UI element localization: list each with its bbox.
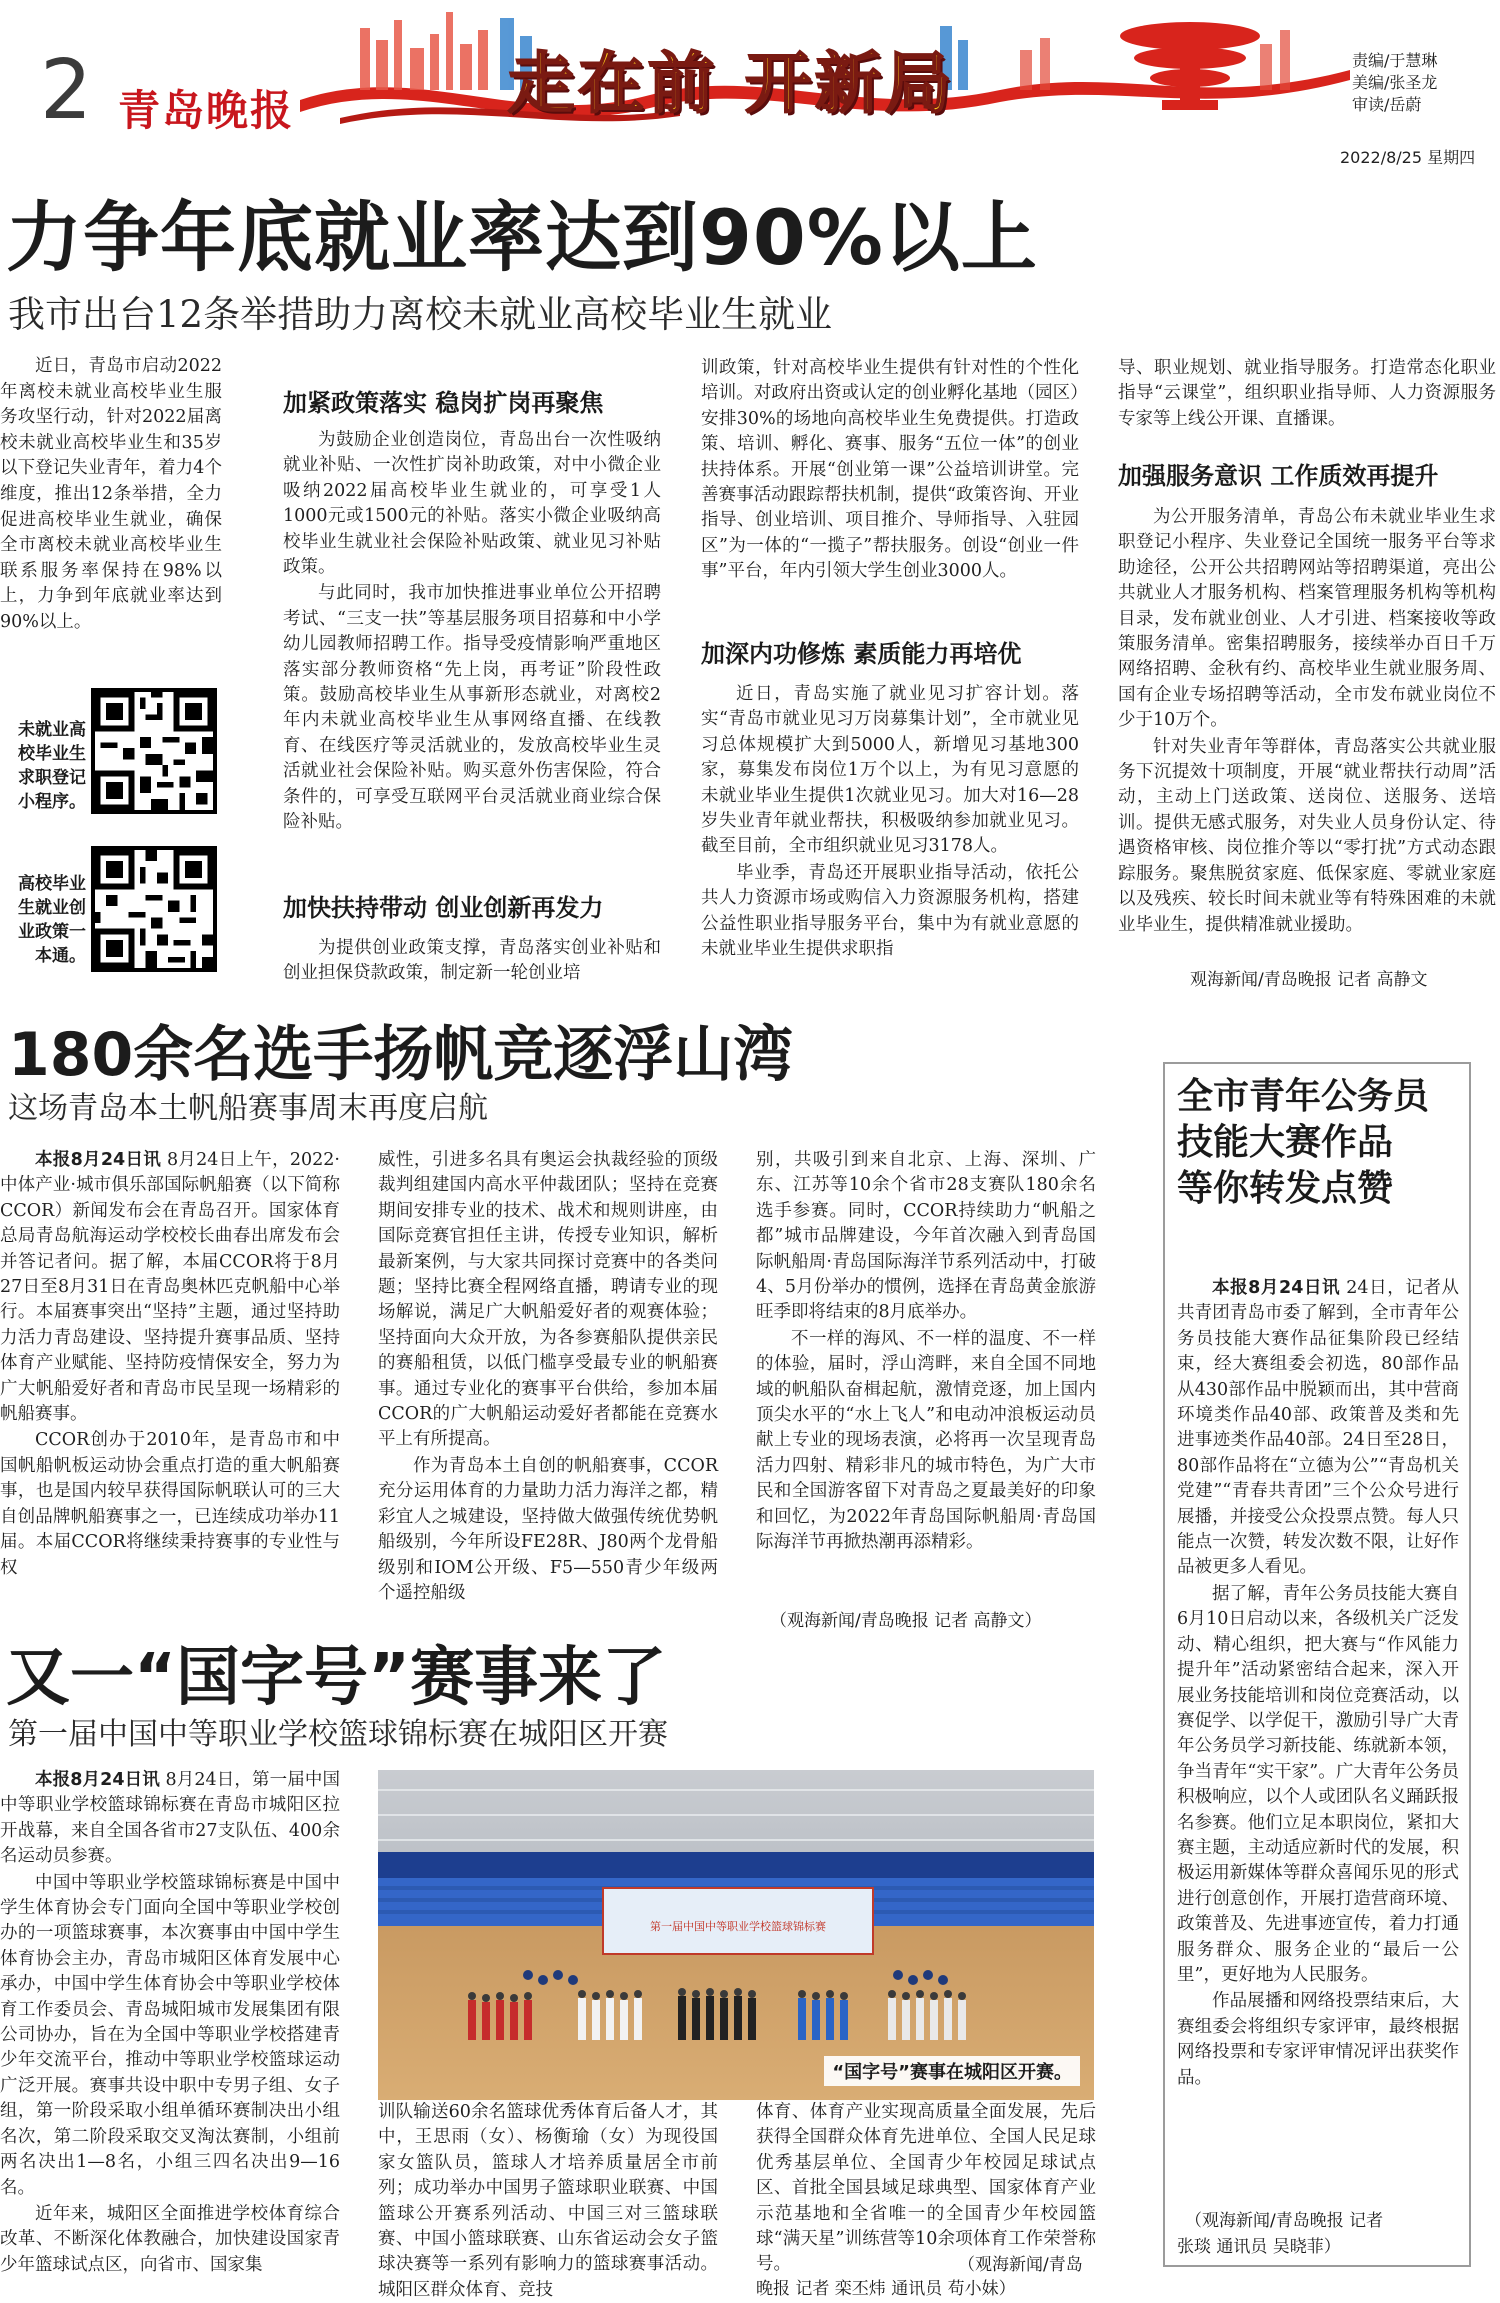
article2-byline: （观海新闻/青岛晚报 记者 高静文）: [770, 1611, 1042, 1631]
sidebar-title-line3: 等你转发点赞: [1177, 1168, 1394, 1209]
sidebar-title-line1: 全市青年公务员: [1177, 1076, 1430, 1117]
article2-col3-p1: 别，共吸引到来自北京、上海、深圳、广东、江苏等10余个省市28支赛队180余名选手参赛。同时，CCOR持续助力“帆船之都”城市品牌建设，今年首次融入到青岛国际帆船周·青岛国际海洋节系列活动中，打破4、5月份举办的惯例，选择在青岛黄金旅游旺季即将结束的8月底举办。: [756, 1150, 1096, 1323]
qr2-label: 高校毕业生就业创业政策一本通。: [18, 874, 86, 966]
article1-lead-text: 近日，青岛市启动2022年离校未就业高校毕业生服务攻坚行动，针对2022届离校未就业高校毕业生和35岁以下登记失业青年，着力4个维度，推出12条举措，全力促进高校毕业生就业，确保全市离校未就业高校毕业生联系服务率保持在98%以上，力争到年底就业率达到90%以上。: [0, 356, 222, 632]
article1-col4: [1118, 356, 1496, 436]
article2-col1: [0, 1148, 340, 1628]
article1-heading-startup: 加快扶持带动 创业创新再发力: [283, 894, 604, 922]
article1-heading-skills: 加深内功修炼 素质能力再培优: [701, 640, 1022, 668]
article1-col4b: [1118, 505, 1496, 963]
article1-col4-p2: 为公开服务清单，青岛公布未就业毕业生求职登记小程序、失业登记全国统一服务平台等求助途径，公开公共招聘网站等招聘渠道，亮出公共就业人才服务机构、档案管理服务机构等机构目录，发布就业创业、人才引进、档案接收等政策服务清单。密集招聘服务，接续举办百日千万网络招聘、金秋有约、高校毕业生就业服务周、国有企业专场招聘等活动，全市发布就业岗位不少于10万个。: [1118, 507, 1496, 731]
article1-heading-service: 加强服务意识 工作质效再提升: [1118, 462, 1439, 490]
article2-col3-p2: 不一样的海风、不一样的温度、不一样的体验，届时，浮山湾畔，来自全国不同地域的帆船队奋楫起航，激情竞逐，加上国内顶尖水平的“水上飞人”和电动冲浪板运动员献上专业的现场表演，必将再一次呈现青岛活力四射、精彩非凡的城市特色，为广大市民和全国游客留下对青岛之夏最美好的印象和回忆，为2022年青岛国际帆船周·青岛国际海洋节再掀热潮再添精彩。: [756, 1328, 1096, 1553]
article3-col1-p3: 近年来，城阳区全面推进学校体育综合改革、不断深化体教融合，加快建设国家青少年篮球试点区，向省市、国家集: [0, 2203, 340, 2275]
sidebar-title-line2: 技能大赛作品: [1177, 1122, 1394, 1163]
article3-col2: [378, 2100, 718, 2299]
photo-caption: “国字号”赛事在城阳区开赛。: [824, 2056, 1080, 2086]
masthead: [0, 0, 1500, 175]
article1-col2-p2: 与此同时，我市加快推进事业单位公开招聘考试、“三支一扶”等基层服务项目招募和中小学幼儿园教师招聘工作。指导受疫情影响严重地区落实部分教师资格“先上岗，再考证”阶段性政策。鼓励高校毕业生从事新形态就业，对离校2年内未就业高校毕业生从事网络直播、在线教育、在线医疗等灵活就业的，发放高校毕业生灵活就业社会保险补贴。购买意外伤害保险，符合条件的，可享受互联网平台灵活就业商业综合保险补贴。: [283, 583, 661, 833]
qr-code-policy-guide[interactable]: [91, 846, 217, 972]
article2-lead-tag: 本报8月24日讯: [35, 1150, 162, 1170]
article3-byline-a: （观海新闻/青岛: [958, 2255, 1083, 2275]
article2-col3: [756, 1148, 1096, 1604]
article1-col3b: [701, 682, 1079, 990]
sidebar-box: [1163, 1062, 1471, 2267]
article3-byline-b: 晚报 记者 栾丕炜 通讯员 苟小妹）: [756, 2279, 1016, 2299]
article1-col3-p2: 近日，青岛实施了就业见习扩容计划。落实“青岛市就业见习万岗募集计划”，全市就业见习总体规模扩大到5000人，新增见习基地300家，募集发布岗位1万个以上，为有见习意愿的未就业毕业生提供1次就业见习。加大对16—28岁失业青年就业帮扶，积极吸纳参加就业见习。截至目前，全市组织就业见习3178人。: [701, 684, 1079, 857]
article3-lead-tag: 本报8月24日讯: [35, 1770, 160, 1790]
designer-line: 美编/张圣龙: [1352, 73, 1438, 92]
sidebar-lead-tag: 本报8月24日讯: [1212, 1278, 1341, 1298]
banner-slogan: 走在前 开新局: [508, 45, 955, 122]
sidebar-p3: 作品展播和网络投票结束后，大赛组委会将组织专家评审，最终根据网络投票和专家评审情况评出获奖作品。: [1177, 1991, 1459, 2088]
article3-col1-p1: 8月24日，第一届中国中等职业学校篮球锦标赛在青岛市城阳区拉开战幕，来自全国各省市27支队伍、400余名运动员参赛。: [0, 1770, 340, 1867]
article1-col2b: [283, 936, 661, 988]
photo-stage-banner: 第一届中国中等职业学校篮球锦标赛: [650, 1920, 826, 1933]
proofreader-line: 审读/岳蔚: [1352, 95, 1422, 114]
sidebar-byline-a: （观海新闻/青岛晚报 记者: [1185, 2211, 1384, 2231]
article1-col2-p3: 为提供创业政策支撑，青岛落实创业补贴和创业担保贷款政策，制定新一轮创业培: [283, 938, 661, 984]
sidebar-title: [1177, 1074, 1429, 1212]
sidebar-body: [1177, 1276, 1459, 2202]
article2-col2-p2: 作为青岛本土自创的帆船赛事，CCOR充分运用体育的力量助力活力海洋之都，精彩宜人之城建设，坚持做大做强传统优势帆船级别，今年所设FE28R、J80两个龙骨船级别和IOM公开级、F5—550青少年级两个遥控船级: [378, 1455, 718, 1603]
article1-lead: [0, 354, 222, 670]
article3-col3-p1: 体育、体育产业实现高质量全面发展，先后获得全国群众体育先进单位、全国人民足球优秀基层单位、全国青少年校园足球试点区、首批全国县域足球典型、国家体育产业示范基地和全省唯一的全国青少年校园篮球“满天星”训练营等10余项体育工作荣誉称号。: [756, 2102, 1096, 2275]
basketball-opening-photo: [378, 1770, 1094, 2100]
issue-date: 2022/8/25 星期四: [1340, 148, 1476, 167]
paper-name-logo: 青岛晚报: [118, 86, 295, 135]
sidebar-p2: 据了解，青年公务员技能大赛自6月10日启动以来，各级机关广泛发动、精心组织，把大赛与“作风能力提升年”活动紧密结合起来，深入开展业务技能培训和岗位竞赛活动，以赛促学、以学促干，激励引导广大青年公务员学习新技能、练就新本领，争当青年“实干家”。广大青年公务员积极响应，以个人或团队名义踊跃报名参赛。他们立足本职岗位，紧扣大赛主题，主动适应新时代的发展，积极运用新媒体等群众喜闻乐见的形式进行创意创作，开展打造营商环境、政策普及、先进事迹宣传，着力打通服务群众、服务企业的“最后一公里”，更好地为人民服务。: [1177, 1583, 1459, 1985]
article1-subtitle: 我市出台12条举措助力离校未就业高校毕业生就业: [8, 293, 833, 336]
editor-credits: [1352, 50, 1437, 116]
article1-col3-p3: 毕业季，青岛还开展职业指导活动，依托公共人力资源市场或购信入力资源服务机构，搭建公益性职业指导服务平台，集中为有就业意愿的未就业毕业生提供求职指: [701, 862, 1079, 960]
article1-col2: [283, 428, 661, 868]
article2-col1-p2: CCOR创办于2010年，是青岛市和中国帆船帆板运动协会重点打造的重大帆船赛事，也是国内较早获得国际帆联认可的三大自创品牌帆船赛事之一，已连续成功举办11届。本届CCOR将继续秉持赛事的专业性与权: [0, 1430, 340, 1578]
arena-image: [378, 1770, 1094, 2100]
article1-col4-p1: 导、职业规划、就业指导服务。打造常态化职业指导“云课堂”，组织职业指导师、人力资源服务专家等上线公开课、直播课。: [1118, 358, 1496, 429]
article1-title: 力争年底就业率达到90%以上: [6, 193, 1038, 282]
article2-col1-p1: 8月24日上午，2022·中体产业·城市俱乐部国际帆船赛（以下简称CCOR）新闻发布会在青岛召开。国家体育总局青岛航海运动学校校长曲春出席发布会并答记者问。据了解，本届CCOR将于8月27日至8月31日在青岛奥林匹克帆船中心举行。本届赛事突出“坚持”主题，通过坚持助力活力青岛建设、坚持提升赛事品质、坚持体育产业赋能、坚持防疫情保安全，努力为广大帆船爱好者和青岛市民呈现一场精彩的帆船赛事。: [0, 1150, 340, 1425]
article2-title: 180余名选手扬帆竞逐浮山湾: [8, 1020, 794, 1090]
article3-col2-p1: 训队输送60余名篮球优秀体育后备人才，其中，王思雨（女）、杨衡瑜（女）为现役国家女篮队员，篮球人才培养质量居全市前列；成功举办中国男子篮球职业联赛、中国篮球公开赛系列活动、中国三对三篮球联赛、中国小篮球联赛、山东省运动会女子篮球决赛等一系列有影响力的篮球赛事活动。城阳区群众体育、竞技: [378, 2102, 718, 2300]
article1-col2-p1: 为鼓励企业创造岗位，青岛出台一次性吸纳就业补贴、一次性扩岗补助政策，对中小微企业吸纳2022届高校毕业生就业的，可享受1人1000元或1500元的补贴。落实小微企业吸纳高校毕业生就业社会保险补贴政策、就业见习补贴政策。: [283, 430, 661, 578]
article1-col3: [701, 356, 1079, 616]
article3-col1: [0, 1768, 340, 2299]
sidebar-byline-b: 张琰 通讯员 吴晓菲）: [1177, 2237, 1341, 2257]
article3-col1-p2: 中国中等职业学校篮球锦标赛是中国中学生体育协会专门面向全国中等职业学校创办的一项篮球赛事，本次赛事由中国中学生体育协会主办，青岛市城阳区体育发展中心承办，中国中学生体育协会中等职业学校体育工作委员会、青岛城阳城市发展集团有限公司协办，旨在为全国中等职业学校搭建青少年交流平台，推动中等职业学校篮球运动广泛开展。赛事共设中职中专男子组、女子组，第一阶段采取小组单循环赛制决出小组名次，第二阶段采取交叉淘汰赛制，小组前两名决出1—8名，小组三四名决出9—16名。: [0, 1872, 340, 2198]
article2-col2: [378, 1148, 718, 1628]
article1-col3-p1: 训政策，针对高校毕业生提供有针对性的个性化培训。对政府出资或认定的创业孵化基地（园区）安排30%的场地向高校毕业生免费提供。打造政策、培训、孵化、赛事、服务“五位一体”的创业扶持体系。开展“创业第一课”公益培训讲堂。完善赛事活动跟踪帮扶机制，提供“政策咨询、开业指导、创业培训、项目推介、导师指导、入驻园区”为一体的“一揽子”帮扶服务。创设“创业一件事”平台，年内引领大学生创业3000人。: [701, 358, 1079, 582]
article1-byline: 观海新闻/青岛晚报 记者 高静文: [1190, 970, 1428, 990]
article1-col4-p3: 针对失业青年等群体，青岛落实公共就业服务下沉提效十项制度，开展“就业帮扶行动周”活动，主动上门送政策、送岗位、送服务、送培训。提供无感式服务，对失业人员身份认定、待遇资格审核、岗位推介等以“零打扰”方式动态跟踪服务。聚焦脱贫家庭、低保家庭、零就业家庭以及残疾、较长时间未就业等有特殊困难的未就业毕业生，提供精准就业援助。: [1118, 736, 1496, 935]
article1-heading-policy: 加紧政策落实 稳岗扩岗再聚焦: [283, 389, 604, 417]
article3-subtitle: 第一届中国中等职业学校篮球锦标赛在城阳区开赛: [8, 1717, 668, 1752]
article2-col2-p1: 威性，引进多名具有奥运会执裁经验的顶级裁判组建国内高水平仲裁团队；坚持在竞赛期间安排专业的技术、战术和规则讲座，由国际竞赛官担任主讲，传授专业知识，解析最新案例，与大家共同探讨竞赛中的各类问题；坚持比赛全程网络直播，聘请专业的现场解说，满足广大帆船爱好者的观赛体验；坚持面向大众开放，为各参赛船队提供亲民的赛船租赁，以低门槛享受最专业的帆船赛事。通过专业化的赛事平台供给，参加本届CCOR的广大帆船运动爱好者都能在竞赛水平上有所提高。: [378, 1150, 718, 1450]
article3-title: 又一“国字号”赛事来了: [6, 1641, 667, 1715]
article2-subtitle: 这场青岛本土帆船赛事周末再度启航: [8, 1091, 488, 1126]
sidebar-p1: 24日，记者从共青团青岛市委了解到，全市青年公务员技能大赛作品征集阶段已经结束，经大赛组委会初选，80部作品从430部作品中脱颖而出，其中营商环境类作品40部、政策普及类和先进事迹类作品40部。24日至28日，80部作品将在“立德为公”“青岛机关党建”“青春共青团”三个公众号进行展播，并接受公众投票点赞。每人只能点一次赞，转发次数不限，让好作品被更多人看见。: [1177, 1278, 1459, 1578]
page-number: 2: [40, 43, 93, 138]
qr1-label: 未就业高校毕业生求职登记小程序。: [18, 720, 86, 812]
editor-line: 责编/于慧琳: [1352, 51, 1438, 70]
qr-code-job-registration[interactable]: [91, 688, 217, 814]
